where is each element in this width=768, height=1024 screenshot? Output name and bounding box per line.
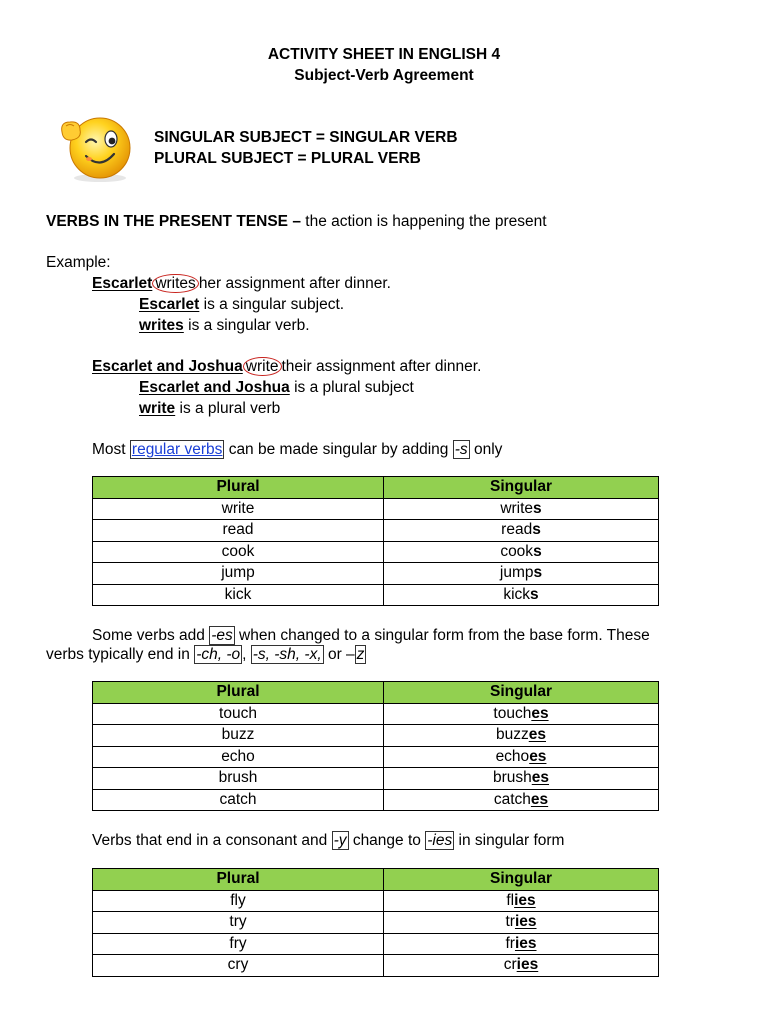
- present-tense-text: the action is happening the present: [305, 213, 547, 230]
- header-plural: Plural: [93, 869, 384, 891]
- example-subject: Escarlet and Joshua: [92, 358, 243, 375]
- singular-base: touch: [493, 704, 532, 722]
- singular-base: jump: [499, 564, 534, 582]
- rule-text: or –: [327, 646, 355, 663]
- singular-base: catch: [493, 790, 531, 808]
- singular-cell: [384, 768, 659, 790]
- header-singular: Singular: [384, 682, 659, 704]
- es-rule-line-1: [92, 626, 650, 646]
- table-header-row: [93, 477, 659, 499]
- singular-suffix: s: [533, 564, 543, 582]
- table-row: [93, 520, 659, 542]
- note-word: Escarlet: [139, 296, 200, 313]
- singular-cell: [384, 890, 659, 912]
- singular-base: cook: [500, 542, 534, 560]
- singular-cell: [384, 520, 659, 542]
- ies-rule: [92, 831, 564, 851]
- example-label: Example:: [46, 254, 111, 271]
- singular-base: tr: [505, 913, 515, 931]
- table-header-row: [93, 869, 659, 891]
- table-row: [93, 746, 659, 768]
- verbs-table-es: [92, 681, 659, 811]
- table-row: [93, 955, 659, 977]
- example-note: [139, 399, 280, 419]
- regular-verbs-link[interactable]: regular verbs: [131, 441, 223, 458]
- example-sentence-1: [92, 274, 391, 294]
- rule-text: Verbs that end in a consonant and: [92, 832, 328, 849]
- rule-text: only: [473, 441, 503, 458]
- example-verb-circled: write: [243, 357, 282, 376]
- singular-cell: [384, 498, 659, 520]
- plural-cell: catch: [93, 789, 384, 811]
- singular-base: brush: [492, 769, 532, 787]
- singular-cell: [384, 933, 659, 955]
- suffix-box: -ies: [427, 832, 453, 849]
- plural-cell: buzz: [93, 725, 384, 747]
- plural-cell: echo: [93, 746, 384, 768]
- table-row: [93, 725, 659, 747]
- note-word: write: [139, 400, 176, 417]
- plural-cell: cook: [93, 541, 384, 563]
- rule-text: Most: [92, 441, 126, 458]
- present-tense-label: VERBS IN THE PRESENT TENSE –: [46, 213, 301, 230]
- singular-cell: [384, 912, 659, 934]
- rule-singular: SINGULAR SUBJECT = SINGULAR VERB: [154, 129, 458, 146]
- present-tense-line: [46, 212, 547, 232]
- singular-cell: [384, 563, 659, 585]
- singular-base: read: [501, 521, 533, 539]
- singular-suffix: ies: [514, 913, 537, 931]
- plural-cell: brush: [93, 768, 384, 790]
- table-row: [93, 703, 659, 725]
- table-row: [93, 768, 659, 790]
- rule-text: can be made singular by adding: [228, 441, 449, 458]
- example-note: [139, 316, 310, 336]
- plural-cell: fry: [93, 933, 384, 955]
- plural-cell: write: [93, 498, 384, 520]
- plural-cell: fly: [93, 890, 384, 912]
- rule-text: in singular form: [458, 832, 565, 849]
- example-note: [139, 295, 344, 315]
- regular-verbs-rule: [92, 440, 502, 460]
- example-verb-circled: writes: [152, 274, 198, 293]
- singular-suffix: ies: [514, 934, 537, 952]
- singular-cell: [384, 703, 659, 725]
- suffix-box: -ch, -o: [196, 646, 241, 663]
- note-text: is a singular verb.: [188, 317, 310, 334]
- plural-cell: touch: [93, 703, 384, 725]
- singular-suffix: ies: [514, 891, 536, 909]
- singular-cell: [384, 955, 659, 977]
- singular-suffix: s: [533, 499, 542, 517]
- table-row: [93, 912, 659, 934]
- table-row: [93, 933, 659, 955]
- rule-text: Some verbs add: [92, 627, 205, 644]
- rule-text: when changed to a singular form from the base form. These: [239, 627, 650, 644]
- suffix-box: -s, -sh, -x,: [252, 646, 322, 663]
- singular-base: buzz: [496, 726, 529, 744]
- singular-base: cr: [503, 956, 517, 974]
- header-singular: Singular: [384, 477, 659, 499]
- verbs-table-ies: [92, 868, 659, 977]
- singular-suffix: es: [531, 704, 549, 722]
- plural-cell: cry: [93, 955, 384, 977]
- singular-cell: [384, 541, 659, 563]
- singular-suffix: s: [532, 521, 541, 539]
- es-rule-line-2: [46, 645, 366, 665]
- verbs-table-s: [92, 476, 659, 606]
- suffix-box: -s: [454, 441, 468, 458]
- rule-text: verbs typically end in: [46, 646, 190, 663]
- example-note: [139, 378, 414, 398]
- rule-plural: PLURAL SUBJECT = PLURAL VERB: [154, 150, 421, 167]
- suffix-box: -es: [211, 627, 233, 644]
- page-title: ACTIVITY SHEET IN ENGLISH 4: [267, 46, 501, 63]
- example-sentence-2: [92, 357, 481, 377]
- note-text: is a plural subject: [294, 379, 414, 396]
- header-plural: Plural: [93, 477, 384, 499]
- singular-cell: [384, 584, 659, 606]
- table-row: [93, 541, 659, 563]
- example-rest: her assignment after dinner.: [198, 275, 391, 292]
- page-subtitle: Subject-Verb Agreement: [294, 67, 474, 84]
- singular-suffix: ies: [516, 956, 539, 974]
- table-row: [93, 563, 659, 585]
- singular-cell: [384, 746, 659, 768]
- plural-cell: try: [93, 912, 384, 934]
- winking-emoji-icon: [56, 112, 142, 184]
- singular-base: echo: [495, 747, 530, 765]
- header-plural: Plural: [93, 682, 384, 704]
- plural-cell: read: [93, 520, 384, 542]
- table-row: [93, 498, 659, 520]
- singular-suffix: s: [533, 542, 542, 560]
- singular-suffix: es: [530, 790, 549, 808]
- singular-base: kick: [503, 585, 531, 603]
- table-row: [93, 789, 659, 811]
- singular-base: fr: [505, 934, 515, 952]
- suffix-box: z: [356, 646, 365, 663]
- plural-cell: jump: [93, 563, 384, 585]
- note-word: Escarlet and Joshua: [139, 379, 290, 396]
- singular-suffix: es: [528, 726, 546, 744]
- rule-text: ,: [242, 646, 247, 663]
- example-subject: Escarlet: [92, 275, 153, 292]
- table-row: [93, 890, 659, 912]
- note-text: is a plural verb: [179, 400, 281, 417]
- singular-suffix: s: [530, 585, 539, 603]
- rule-text: change to: [352, 832, 421, 849]
- table-row: [93, 584, 659, 606]
- example-rest: their assignment after dinner.: [281, 358, 482, 375]
- note-word: writes: [139, 317, 184, 334]
- note-text: is a singular subject.: [203, 296, 345, 313]
- singular-base: fl: [506, 891, 515, 909]
- singular-cell: [384, 725, 659, 747]
- plural-cell: kick: [93, 584, 384, 606]
- suffix-box: -y: [333, 832, 347, 849]
- header-singular: Singular: [384, 869, 659, 891]
- singular-base: write: [500, 499, 534, 517]
- table-header-row: [93, 682, 659, 704]
- singular-cell: [384, 789, 659, 811]
- singular-suffix: es: [529, 747, 547, 765]
- singular-suffix: es: [531, 769, 550, 787]
